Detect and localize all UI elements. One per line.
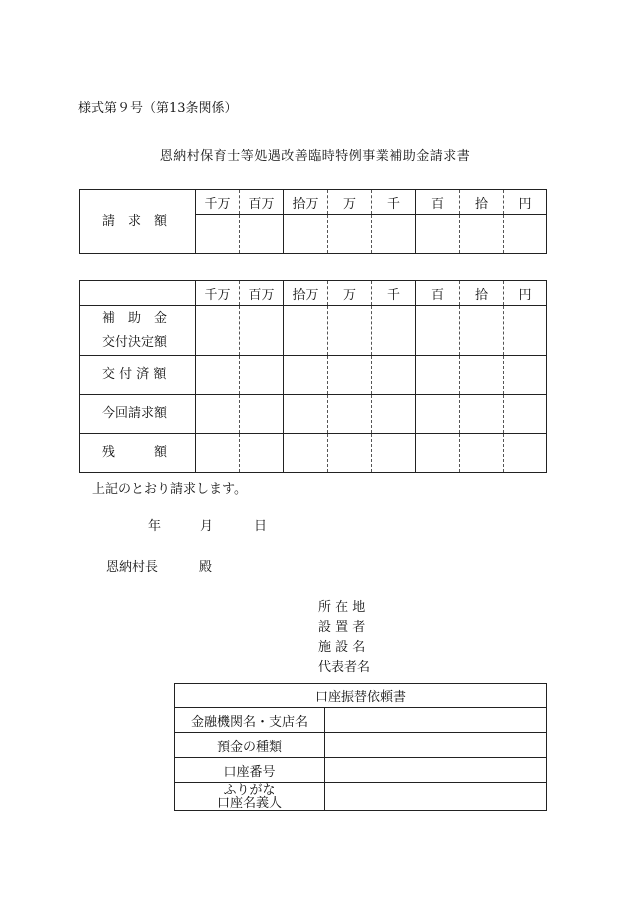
request-statement: 上記のとおり請求します。 [92, 482, 247, 497]
deposit-type-field[interactable] [325, 733, 547, 758]
amount-cell[interactable] [416, 215, 460, 254]
amount-cell[interactable] [504, 215, 547, 254]
account-holder-label: ふりがな 口座名義人 [175, 783, 325, 811]
date-month: 月 [200, 519, 214, 534]
amount-cell[interactable] [372, 306, 416, 356]
amount-cell[interactable] [196, 215, 240, 254]
digit-header: 千 [372, 190, 416, 215]
remaining-amount-label: 残 額 [80, 434, 196, 473]
subsidy-breakdown-table [79, 280, 547, 473]
amount-cell[interactable] [240, 356, 284, 395]
amount-cell[interactable] [372, 434, 416, 473]
form-number: 様式第９号（第13条関係） [78, 101, 238, 116]
current-request-label: 今回請求額 [80, 395, 196, 434]
amount-cell[interactable] [460, 395, 504, 434]
account-holder-field[interactable] [325, 783, 547, 811]
digit-header: 千万 [196, 190, 240, 215]
amount-cell[interactable] [240, 215, 284, 254]
digit-header: 拾万 [284, 190, 328, 215]
amount-cell[interactable] [416, 395, 460, 434]
account-number-field[interactable] [325, 758, 547, 783]
amount-cell[interactable] [240, 434, 284, 473]
addressee-name: 恩納村長 [106, 560, 159, 575]
date-day: 日 [254, 519, 268, 534]
document-title: 恩納村保育士等処遇改善臨時特例事業補助金請求書 [159, 149, 471, 164]
digit-header: 万 [328, 190, 372, 215]
amount-cell[interactable] [196, 434, 240, 473]
digit-header: 千 [372, 281, 416, 306]
digit-header: 拾 [460, 281, 504, 306]
addressee-honorific: 殿 [199, 560, 213, 575]
bank-branch-field[interactable] [325, 708, 547, 733]
amount-cell[interactable] [328, 395, 372, 434]
amount-cell[interactable] [460, 356, 504, 395]
amount-cell[interactable] [284, 215, 328, 254]
amount-cell[interactable] [416, 434, 460, 473]
digit-header: 拾万 [284, 281, 328, 306]
date-year: 年 [148, 519, 162, 534]
header-blank-cell [80, 281, 196, 306]
paid-amount-label: 交 付 済 額 [80, 356, 196, 395]
amount-cell[interactable] [372, 215, 416, 254]
amount-cell[interactable] [284, 395, 328, 434]
amount-cell[interactable] [372, 356, 416, 395]
amount-cell[interactable] [196, 306, 240, 356]
amount-cell[interactable] [504, 306, 547, 356]
claim-amount-label: 請 求 額 [80, 190, 196, 254]
amount-cell[interactable] [504, 356, 547, 395]
amount-cell[interactable] [416, 306, 460, 356]
digit-header: 拾 [460, 190, 504, 215]
account-transfer-table [174, 683, 547, 811]
digit-header: 円 [504, 190, 547, 215]
amount-cell[interactable] [284, 306, 328, 356]
amount-cell[interactable] [196, 356, 240, 395]
digit-header: 百万 [240, 281, 284, 306]
applicant-founder-label: 設 置 者 [318, 620, 366, 635]
digit-header: 百 [416, 281, 460, 306]
transfer-title: 口座振替依頼書 [175, 684, 547, 708]
amount-cell[interactable] [328, 356, 372, 395]
digit-header: 百万 [240, 190, 284, 215]
applicant-facility-label: 施 設 名 [318, 640, 366, 655]
deposit-type-label: 預金の種類 [175, 733, 325, 758]
claim-amount-table [79, 189, 547, 254]
amount-cell[interactable] [372, 395, 416, 434]
digit-header: 千万 [196, 281, 240, 306]
amount-cell[interactable] [416, 356, 460, 395]
amount-cell[interactable] [460, 306, 504, 356]
amount-cell[interactable] [460, 434, 504, 473]
applicant-representative-label: 代表者名 [318, 660, 371, 675]
amount-cell[interactable] [196, 395, 240, 434]
digit-header: 百 [416, 190, 460, 215]
amount-cell[interactable] [328, 306, 372, 356]
digit-header: 円 [504, 281, 547, 306]
bank-branch-label: 金融機関名・支店名 [175, 708, 325, 733]
amount-cell[interactable] [504, 395, 547, 434]
amount-cell[interactable] [284, 356, 328, 395]
amount-cell[interactable] [328, 215, 372, 254]
grant-decision-label: 補 助 金 交付決定額 [80, 306, 196, 356]
amount-cell[interactable] [504, 434, 547, 473]
amount-cell[interactable] [460, 215, 504, 254]
amount-cell[interactable] [240, 395, 284, 434]
amount-cell[interactable] [328, 434, 372, 473]
amount-cell[interactable] [284, 434, 328, 473]
digit-header: 万 [328, 281, 372, 306]
amount-cell[interactable] [240, 306, 284, 356]
account-number-label: 口座番号 [175, 758, 325, 783]
applicant-address-label: 所 在 地 [318, 600, 366, 615]
